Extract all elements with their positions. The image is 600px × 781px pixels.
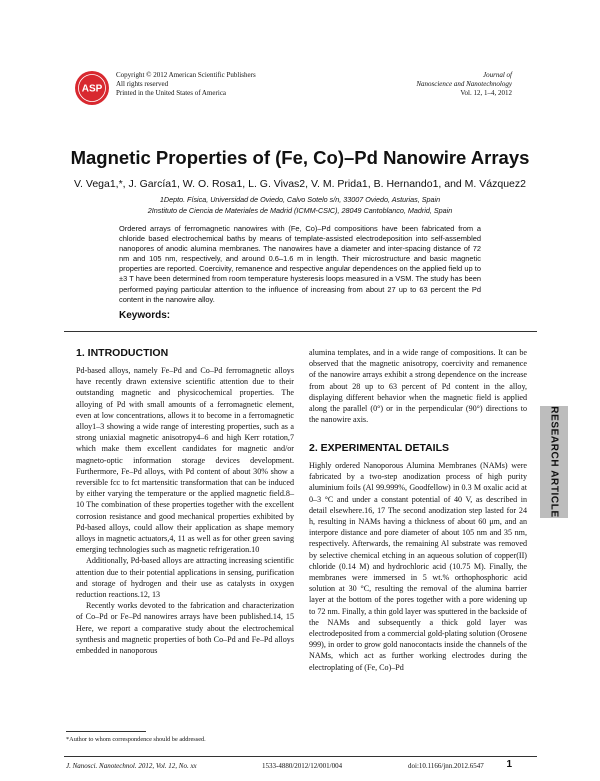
intro-paragraph-3: Recently works devoted to the fabrication and characterization of Co–Pd or Fe–Pd nanowires arrays have been published.14, 15 Here, we report a comparative study about the electrochemical synthesis and magnetic properties of both Co–Pd and Fe–Pd alloys embedded in nanoporous xyxy=(76,601,294,656)
asp-logo xyxy=(74,70,110,106)
research-article-label: RESEARCH ARTICLE xyxy=(548,406,560,518)
journal-volume: Vol. 12, 1–4, 2012 xyxy=(460,89,512,97)
footnote-rule xyxy=(66,731,146,732)
page-number: 1 xyxy=(506,759,512,770)
intro-paragraph-1: Pd-based alloys, namely Fe–Pd and Co–Pd ferromagnetic alloys have recently drawn extensive scientific attention due to their outstanding magnetic and physicochemical properties. The alloying of Pd with small amounts of a ferromagnetic element, even at low concentrations, allows it to become in a ferromagnetic alloy1–3 showing a wide range of interesting properties, such as a strong uniaxial magnetic anisotropy4–6 and high Kerr rotation,7 which make them excellent candidates for magnetic and/or magneto-optic information storage devices development. Furthermore, Fe–Pd alloys, with Pd content of about 30% show a reversible fcc to fct martensitic transformation that can be induced by either varying the temperature or the applied magnetic field.8–10 The combination of these properties together with the excellent corrosion resistance and good mechanical properties exhibited by Pd-based alloys, could allow their application as shape memory alloys in magnetic actuators,4, 11 as well as for other green saving emerging technologies such as magnetic refrigeration.10 xyxy=(76,366,294,555)
header-divider xyxy=(64,331,537,332)
footer-doi: doi:10.1166/jnn.2012.6547 xyxy=(408,762,484,770)
research-article-tab xyxy=(540,406,568,518)
keywords-label: Keywords: xyxy=(119,310,171,321)
correspondence-footnote: *Author to whom correspondence should be addressed. xyxy=(66,736,206,743)
journal-line-2: Nanoscience and Nanotechnology xyxy=(416,80,512,88)
intro-paragraph-2: Additionally, Pd-based alloys are attracting increasing scientific attention due to their potential applications in sensing, purification and storage of hydrogen and their use as catalysts in oxygen reduction reactions.12, 13 xyxy=(76,556,294,600)
copyright-line: Copyright © 2012 American Scientific Publishers xyxy=(116,71,256,79)
abstract: Ordered arrays of ferromagnetic nanowires with (Fe, Co)–Pd compositions have been fabricated from a chloride based electrochemical baths by means of template-assisted electrodeposition into self-assembled nanopores of anodic alumina membranes. The nanowires have a diameter and inter-spacing distance of 72 nm and 105 nm, respectively, and around 0.6–1.6 m in length. Their microstructure and basic magnetic properties are reported. Coercivity, remanence and respective angular dependences on the applied field up to ±3 T have been determined from room temperature hysteresis loops measured in a VSM. The study has been performed paying particular attention to the influence of increasing from about 27 up to 63 percent the Pd content in the nanowire alloy. xyxy=(119,224,481,304)
section-heading-experimental: 2. EXPERIMENTAL DETAILS xyxy=(309,442,450,454)
footer-journal: J. Nanosci. Nanotechnol. 2012, Vol. 12, No. xx xyxy=(66,762,197,770)
footer-issn: 1533-4880/2012/12/001/004 xyxy=(262,762,343,770)
publisher-info xyxy=(116,71,256,98)
right-column xyxy=(309,460,527,673)
intro-paragraph-continued: alumina templates, and in a wide range of compositions. It can be observed that the magnetic anisotropy, coercivity and remanence of the nanowire arrays exhibit a strong dependence on the increase from about 28 up to 63 percent of Pd content in the alloy, displaying different behavior when the magnetic field is applied along the parallel (0°) or in the perpendicular (90°) directions to the nanowire axis. xyxy=(309,348,527,425)
affiliation-2: 2Instituto de Ciencia de Materiales de Madrid (ICMM-CSIC), 28049 Cantoblanco, Madrid, Spain xyxy=(147,205,453,215)
experimental-paragraph: Highly ordered Nanoporous Alumina Membranes (NAMs) were fabricated by a two-step anodization process of high purity aluminium foils (Al 99.999%, Goodfellow) in 0.3 M oxalic acid at 0–3 °C and under a constant potential of 40 V, as described in detail elsewhere.16, 17 The second anodization step lasted for 24 h, resulting in NAMs having a thickness of about 60 μm, and an interpore distance and pore diameter of about 105 nm and 35 nm, respectively. Afterwards, the remaining Al substrate was removed by selective chemical etching in an aqueous solution of copper(II) chloride (0.14 M) and hydrochloric acid (10.75 M). Finally, the membranes were immersed in 5 wt.% orthophosphoric acid solution at 30 °C, resulting the removal of the alumina barrier layer at the bottom of the pores together with a pore widening up to 72 nm. Finally, a thin gold layer was sputtered in the backside of the NAMs and subsequently a thick gold layer was electrodeposited from a commercial gold-plating solution (Orosene 999), in order to grow gold nanocontacts inside the channels of the NAMs, which act as further working electrodes during the electroplating of (Fe, Co)–Pd xyxy=(309,461,528,672)
right-column-continuation xyxy=(309,347,527,425)
paper-title: Magnetic Properties of (Fe, Co)–Pd Nanowire Arrays xyxy=(70,147,530,168)
left-column xyxy=(76,365,294,656)
journal-line-1: Journal of xyxy=(483,71,512,79)
affiliations xyxy=(0,195,600,216)
rights-line: All rights reserved xyxy=(116,80,169,88)
affiliation-1: 1Depto. Física, Universidad de Oviedo, Calvo Sotelo s/n, 33007 Oviedo, Asturias, Spain xyxy=(159,195,441,204)
logo-text: ASP xyxy=(81,83,103,95)
printed-line: Printed in the United States of America xyxy=(116,89,227,97)
section-heading-introduction: 1. INTRODUCTION xyxy=(76,347,169,359)
footer-divider xyxy=(64,756,537,757)
journal-header xyxy=(416,71,512,98)
author-list: V. Vega1,*, J. García1, W. O. Rosa1, L. G. Vivas2, V. M. Prida1, B. Hernando1, and M. Vázquez2 xyxy=(74,178,526,190)
